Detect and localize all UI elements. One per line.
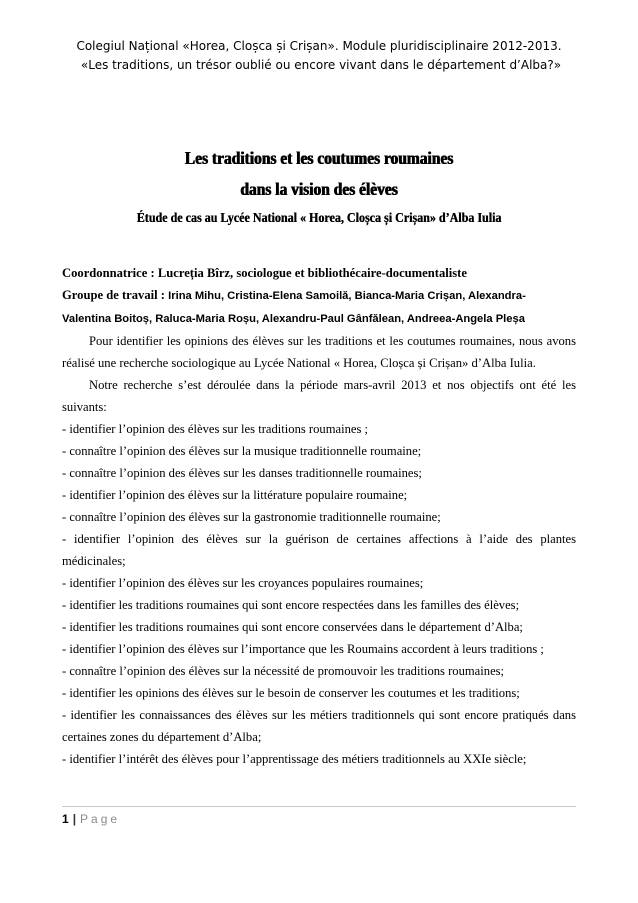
subtitle: Étude de cas au Lycée National « Horea, Cloșca și Crișan» d’Alba Iulia	[136, 211, 502, 226]
page-label: Page	[80, 812, 121, 826]
objective-item: - identifier l’opinion des élèves sur les croyances populaires roumaines;	[62, 576, 424, 590]
objective-item: - identifier l’intérêt des élèves pour l’apprentissage des métiers traditionnels au XXIe siècle;	[62, 752, 527, 766]
paragraph-2: Notre recherche s’est déroulée dans la période mars-avril 2013 et nos objectifs ont été les suivants:	[62, 378, 576, 414]
page-number: 1	[62, 812, 69, 826]
objective-item: - identifier les opinions des élèves sur le besoin de conserver les coutumes et les traditions;	[62, 686, 520, 700]
group-line-2	[62, 307, 576, 330]
objective-item: - identifier l’opinion des élèves sur la guérison de certaines affections à l’aide des plantes médicinales;	[62, 532, 576, 568]
objective-item: - identifier l’opinion des élèves sur les traditions roumaines ;	[62, 422, 369, 436]
page-footer	[62, 811, 120, 827]
header-line-1: Colegiul Național «Horea, Cloșca și Crișan». Module pluridisciplinaire 2012-2013.	[76, 39, 562, 53]
footer-separator: |	[72, 812, 77, 826]
group-members-1: Irina Mihu, Cristina-Elena Samoilă, Bianca-Maria Crișan, Alexandra-	[168, 290, 526, 302]
coordinator-value: Lucreția Bîrz, sociologue et bibliothécaire-documentaliste	[157, 266, 467, 280]
objective-item: - identifier les traditions roumaines qui sont encore respectées dans les familles des élèves;	[62, 598, 520, 612]
group-line	[62, 284, 576, 307]
title-line-2: dans la vision des élèves	[240, 179, 398, 199]
coordinator-label: Coordonnatrice :	[62, 266, 155, 280]
objective-item: - connaître l’opinion des élèves sur la nécessité de promouvoir les traditions roumaines;	[62, 664, 505, 678]
paragraph-1: Pour identifier les opinions des élèves sur les traditions et les coutumes roumaines, nous avons réalisé une recherche sociologique au Lycée National « Horea, Cloșca și Crișan» d’Alba Iulia.	[62, 334, 576, 370]
group-members-2: Valentina Boitoș, Raluca-Maria Roșu, Alexandru-Paul Gânfălean, Andreea-Angela Pleșa	[62, 313, 525, 325]
objective-item: - identifier l’opinion des élèves sur la littérature populaire roumaine;	[62, 488, 408, 502]
objective-item: - connaître l’opinion des élèves sur la musique traditionnelle roumaine;	[62, 444, 422, 458]
objective-item: - identifier les traditions roumaines qui sont encore conservées dans le département d’Alba;	[62, 620, 523, 634]
document-body	[62, 262, 576, 770]
footer-divider	[62, 806, 576, 807]
objective-item: - identifier les connaissances des élèves sur les métiers traditionnels qui sont encore pratiqués dans certaines zones du département d’Alba;	[62, 708, 576, 744]
objective-item: - connaître l’opinion des élèves sur les danses traditionnelle roumaines;	[62, 466, 422, 480]
page-header	[40, 37, 598, 75]
title-block	[62, 148, 576, 228]
header-line-2: «Les traditions, un trésor oublié ou encore vivant dans le département d’Alba?»	[80, 58, 562, 72]
objective-item: - connaître l’opinion des élèves sur la gastronomie traditionnelle roumaine;	[62, 510, 441, 524]
objectives-list	[62, 418, 576, 770]
coordinator-line	[62, 262, 576, 284]
objective-item: - identifier l’opinion des élèves sur l’importance que les Roumains accordent à leurs traditions ;	[62, 642, 544, 656]
group-label: Groupe de travail :	[62, 288, 165, 302]
title-line-1: Les traditions et les coutumes roumaines	[184, 148, 454, 168]
